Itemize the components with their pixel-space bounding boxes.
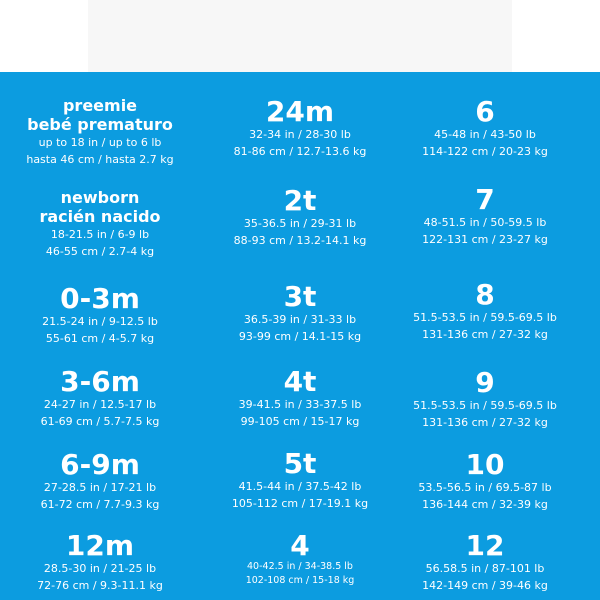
size-label: 0-3m	[60, 282, 140, 315]
size-cell-2t	[200, 184, 400, 249]
size-metric: 99-105 cm / 15-17 kg	[240, 415, 360, 428]
size-cell-6	[385, 95, 585, 160]
size-imperial: up to 18 in / up to 6 lb	[38, 136, 162, 149]
size-cell-3t	[200, 280, 400, 345]
size-imperial: 45-48 in / 43-50 lb	[434, 128, 536, 141]
size-imperial: 18-21.5 in / 6-9 lb	[50, 228, 150, 241]
size-label: preemie	[62, 96, 138, 115]
size-metric: 88-93 cm / 13.2-14.1 kg	[233, 234, 367, 247]
size-label: 4t	[283, 365, 317, 398]
size-cell-4	[200, 529, 400, 588]
size-label: 12	[465, 529, 505, 562]
size-imperial: 28.5-30 in / 21-25 lb	[43, 562, 157, 575]
size-imperial: 48-51.5 in / 50-59.5 lb	[423, 216, 547, 229]
size-label: 4	[290, 529, 310, 562]
size-imperial: 39-41.5 in / 33-37.5 lb	[238, 398, 362, 411]
size-label: 9	[475, 366, 495, 399]
size-metric: 93-99 cm / 14.1-15 kg	[238, 330, 362, 343]
size-imperial: 32-34 in / 28-30 lb	[249, 128, 351, 141]
size-label: 2t	[283, 184, 317, 217]
size-chart	[0, 72, 600, 600]
size-label: 24m	[265, 95, 335, 128]
size-imperial: 51.5-53.5 in / 59.5-69.5 lb	[413, 399, 557, 412]
size-metric: 131-136 cm / 27-32 kg	[422, 328, 548, 341]
size-label-spanish: racién nacido	[39, 207, 161, 226]
size-label: 10	[465, 448, 505, 481]
size-cell-3-6m	[0, 365, 200, 430]
size-imperial: 27-28.5 in / 17-21 lb	[43, 481, 157, 494]
size-column-baby	[0, 72, 200, 600]
size-metric: 102-108 cm / 15-18 kg	[245, 575, 355, 586]
size-imperial: 51.5-53.5 in / 59.5-69.5 lb	[413, 311, 557, 324]
size-metric: 61-72 cm / 7.7-9.3 kg	[40, 498, 160, 511]
size-cell-6-9m	[0, 448, 200, 513]
size-cell-24m	[200, 95, 400, 160]
size-imperial: 24-27 in / 12.5-17 lb	[43, 398, 157, 411]
size-cell-9	[385, 366, 585, 431]
size-cell-newborn	[0, 188, 200, 260]
header-image-area	[88, 0, 512, 72]
size-metric: 105-112 cm / 17-19.1 kg	[231, 497, 369, 510]
size-metric: hasta 46 cm / hasta 2.7 kg	[26, 153, 174, 166]
size-metric: 131-136 cm / 27-32 kg	[422, 416, 548, 429]
size-cell-5t	[200, 447, 400, 512]
size-label: 12m	[65, 529, 135, 562]
size-metric: 72-76 cm / 9.3-11.1 kg	[37, 579, 163, 592]
header-band	[0, 0, 600, 72]
size-metric: 61-69 cm / 5.7-7.5 kg	[40, 415, 160, 428]
size-metric: 55-61 cm / 4-5.7 kg	[45, 332, 155, 345]
size-imperial: 41.5-44 in / 37.5-42 lb	[238, 480, 362, 493]
size-imperial: 56.58.5 in / 87-101 lb	[425, 562, 545, 575]
size-cell-8	[385, 278, 585, 343]
size-cell-4t	[200, 365, 400, 430]
size-cell-10	[385, 448, 585, 513]
size-label: 3t	[283, 280, 317, 313]
size-metric: 114-122 cm / 20-23 kg	[422, 145, 548, 158]
size-cell-preemie	[0, 96, 200, 168]
size-label: 7	[475, 183, 495, 216]
size-metric: 81-86 cm / 12.7-13.6 kg	[233, 145, 367, 158]
size-imperial: 35-36.5 in / 29-31 lb	[243, 217, 357, 230]
size-label: 3-6m	[60, 365, 140, 398]
size-label: 5t	[283, 447, 317, 480]
size-imperial: 36.5-39 in / 31-33 lb	[243, 313, 357, 326]
size-label: newborn	[60, 188, 140, 207]
size-cell-0-3m	[0, 282, 200, 347]
size-metric: 136-144 cm / 32-39 kg	[422, 498, 548, 511]
size-metric: 142-149 cm / 39-46 kg	[422, 579, 548, 592]
size-column-kids	[385, 72, 585, 600]
size-metric: 122-131 cm / 23-27 kg	[422, 233, 548, 246]
size-imperial: 40-42.5 in / 34-38.5 lb	[247, 561, 353, 572]
size-label: 6-9m	[60, 448, 140, 481]
size-imperial: 21.5-24 in / 9-12.5 lb	[42, 315, 158, 328]
size-label: 6	[475, 95, 495, 128]
size-label: 8	[475, 278, 495, 311]
size-cell-7	[385, 183, 585, 248]
size-imperial: 53.5-56.5 in / 69.5-87 lb	[418, 481, 552, 494]
size-cell-12	[385, 529, 585, 594]
size-label-spanish: bebé prematuro	[27, 115, 173, 134]
size-cell-12m	[0, 529, 200, 594]
size-metric: 46-55 cm / 2.7-4 kg	[45, 245, 155, 258]
size-column-toddler	[200, 72, 400, 600]
